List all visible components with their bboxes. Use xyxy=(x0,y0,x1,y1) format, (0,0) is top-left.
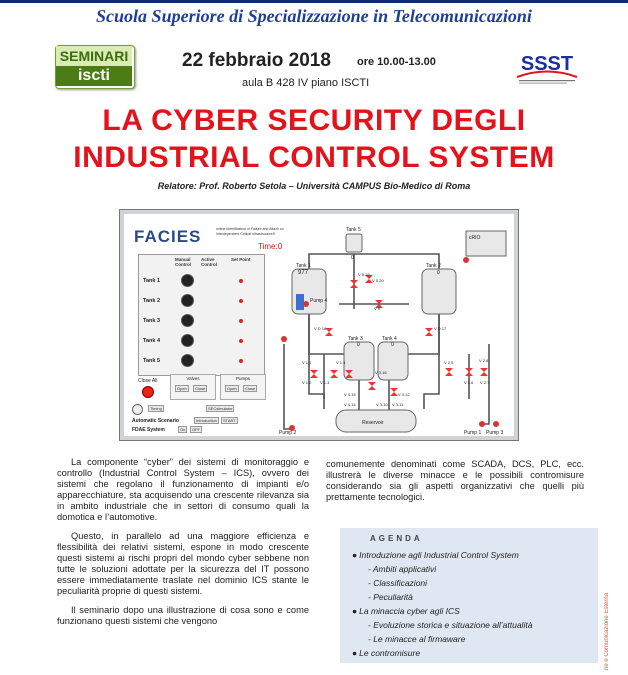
knob-icon[interactable] xyxy=(181,334,194,347)
tank-control-panel xyxy=(138,254,265,376)
title-line1: LA CYBER SECURITY DEGLI xyxy=(102,104,526,137)
diagram-pump2: Pump 2 xyxy=(279,430,297,436)
start-button[interactable]: START xyxy=(223,418,236,423)
diagram-tank5-value: 0 xyxy=(351,255,354,261)
diagram-tank2-value: 0 xyxy=(437,270,440,276)
introduction-button[interactable]: Introduction xyxy=(196,418,217,423)
off-button[interactable]: OFF xyxy=(192,427,200,432)
panel-tank-1: Tank 1 xyxy=(143,278,161,284)
diagram-tank1-value: 977 xyxy=(298,270,309,276)
facies-time: Time:0 xyxy=(258,242,283,251)
status-dot xyxy=(239,339,243,343)
diagram-pump1: Pump 1 xyxy=(464,430,482,436)
diagram-tank4: Tank 4 xyxy=(382,336,397,342)
diagram-valve: V 9 xyxy=(374,306,381,311)
panel-header-active: Active Control xyxy=(201,257,217,267)
status-dot xyxy=(239,299,243,303)
body-paragraph: La componente “cyber” dei sistemi di monitoraggio e controllo (Industrial Control System – ICS), ovvero dei sistemi che regolano il funzionamento di impianti e/o apparecchiature, sta acquisendo una crescente rilevanza sia in ambito industriale che in settori di consumo quali la domotica e l’automotive. xyxy=(57,457,309,522)
pumps-box xyxy=(220,374,266,400)
valves-box xyxy=(170,374,216,400)
event-room: aula B 428 IV piano ISCTI xyxy=(242,77,370,89)
diagram-crio: cRIO xyxy=(469,235,481,241)
agenda-box xyxy=(340,528,598,663)
agenda-item: ● Introduzione agli Industrial Control System xyxy=(352,550,519,560)
simulator-button[interactable]: SECsimulator xyxy=(208,406,233,411)
diagram-valve: V 2.6 xyxy=(464,380,474,385)
body-paragraph: Il seminario dopo una illustrazione di cosa sono e come funzionano questi sistemi che vengono xyxy=(57,605,309,626)
school-name: Scuola Superiore di Specializzazione in Telecomunicazioni xyxy=(96,6,532,26)
panel-tank-5: Tank 5 xyxy=(143,358,161,364)
diagram-tank1: Tank 1 xyxy=(296,263,311,269)
agenda-subitem: - Classificazioni xyxy=(368,578,428,588)
panel-tank-4: Tank 4 xyxy=(143,338,161,344)
diagram-valve: V 1.2 xyxy=(302,380,312,385)
diagram-pump4: Pump 4 xyxy=(310,298,328,304)
panel-header-setpoint: Set Point xyxy=(231,257,251,262)
knob-icon[interactable] xyxy=(181,354,194,367)
diagram-valve: V 4.14 xyxy=(344,402,356,407)
fdae-system-label: FDAE System xyxy=(132,427,165,433)
facies-logo: FACIES xyxy=(134,227,202,246)
timing-button[interactable]: Timing xyxy=(150,406,162,411)
agenda-item: ● La minaccia cyber agli ICS xyxy=(352,606,460,616)
facies-screenshot xyxy=(119,209,519,441)
diagram-valve: V 5.19 xyxy=(358,272,370,277)
panel-tank-2: Tank 2 xyxy=(143,298,161,304)
valves-label: Valves xyxy=(186,376,200,381)
valves-open-button[interactable]: Open xyxy=(177,386,187,391)
bullet-icon: ● xyxy=(352,550,358,560)
side-note: ne e Comunicazione Esterna xyxy=(604,592,610,670)
diagram-valve: V 3.10 xyxy=(376,402,388,407)
event-time: ore 10.00-13.00 xyxy=(357,56,436,68)
agenda-subitem: - Ambiti applicativi xyxy=(368,564,437,574)
timer-icon xyxy=(132,404,143,415)
ssst-logo xyxy=(511,50,583,86)
bullet-icon: ● xyxy=(352,606,358,616)
agenda-subitem: - Evoluzione storica e situazione all’attualità xyxy=(368,620,533,630)
status-dot xyxy=(239,279,243,283)
facies-screen xyxy=(124,214,514,436)
diagram-tank3-value: 0 xyxy=(357,342,360,348)
top-border xyxy=(0,0,628,3)
diagram-valve: V 2.7 xyxy=(480,380,490,385)
diagram-tank4-value: 0 xyxy=(391,342,394,348)
diagram-valve: V 2.5 xyxy=(444,360,454,365)
seminari-logo-line2: iscti xyxy=(56,66,132,86)
knob-icon[interactable] xyxy=(181,314,194,327)
event-date: 22 febbraio 2018 xyxy=(182,50,331,71)
title-line2: INDUSTRIAL CONTROL SYSTEM xyxy=(73,141,555,174)
diagram-tank5: Tank 5 xyxy=(346,227,361,233)
seminari-iscti-logo xyxy=(55,45,135,89)
ssst-logo-text: SSST xyxy=(520,53,574,75)
panel-tank-3: Tank 3 xyxy=(143,318,161,324)
pumps-close-button[interactable]: Close xyxy=(245,386,256,391)
status-dot xyxy=(239,359,243,363)
body-paragraph: Questo, in parallelo ad una maggiore efficienza e flessibilità dei relativi sistemi, espone in modo crescente questi sistemi ai rischi propri del mondo cyber sebbene non tutte le soluzioni adottate per la sicurezza del IT possono essere immediatamente traslate nel dominio ICS stante le peculiarità proprie di questi sistemi. xyxy=(57,531,309,596)
speaker: Relatore: Prof. Roberto Setola – Università CAMPUS Bio-Medico di Roma xyxy=(157,181,471,191)
body-right-column xyxy=(326,459,584,503)
close-all-label: Close All xyxy=(138,378,158,384)
agenda-list xyxy=(352,548,592,660)
pumps-open-button[interactable]: Open xyxy=(227,386,237,391)
diagram-valve: V 1.4 xyxy=(336,360,346,365)
close-all-button[interactable] xyxy=(142,386,154,398)
diagram-valve: V 3.12 xyxy=(398,392,410,397)
diagram-valve: V 3.11 xyxy=(392,402,404,407)
bullet-icon: ● xyxy=(352,648,358,658)
agenda-subitem: - Peculiarità xyxy=(368,592,413,602)
diagram-valve: V 3.16 xyxy=(375,370,387,375)
knob-icon[interactable] xyxy=(181,274,194,287)
pumps-label: Pumps xyxy=(235,376,250,381)
facies-subtitle: online Identification of Failure and Attack on interdependent Critical InfrastructureS xyxy=(216,227,284,236)
diagram-valve: V 1.1 xyxy=(302,360,312,365)
agenda-item: ● Le contromisure xyxy=(352,648,421,658)
diagram-valve: V D 17 xyxy=(434,326,447,331)
diagram-tank3: Tank 3 xyxy=(348,336,363,342)
diagram-pump3: Pump 3 xyxy=(486,430,504,436)
body-left-column xyxy=(57,457,309,627)
automatic-scenario-label: Automatic Scenario xyxy=(132,418,179,424)
diagram-valve: V 4.15 xyxy=(344,392,356,397)
on-button[interactable]: On xyxy=(180,427,186,432)
agenda-subitem: - Le minacce al firmaware xyxy=(368,634,466,644)
valves-close-button[interactable]: Close xyxy=(195,386,206,391)
agenda-heading: AGENDA xyxy=(370,534,423,543)
diagram-valve: V D 18 xyxy=(314,326,327,331)
plant-diagram xyxy=(274,214,514,436)
status-dot xyxy=(239,319,243,323)
panel-header-manual: Manual Control xyxy=(175,257,191,267)
diagram-valve: V 5.20 xyxy=(372,278,384,283)
diagram-reservoir: Reservoir xyxy=(362,420,384,426)
knob-icon[interactable] xyxy=(181,294,194,307)
diagram-valve: V 1.3 xyxy=(320,380,330,385)
seminari-logo-line1: SEMINARI xyxy=(56,46,132,66)
body-paragraph-right: comunemente denominati come SCADA, DCS, PLC, ecc. illustrerà le diverse minacce e le possibili contromisure considerando sia gli aspetti organizzativi che quelli più prettamente tecnologici. xyxy=(326,459,584,502)
diagram-valve: V 2.8 xyxy=(479,358,489,363)
diagram-tank2: Tank 2 xyxy=(426,263,441,269)
